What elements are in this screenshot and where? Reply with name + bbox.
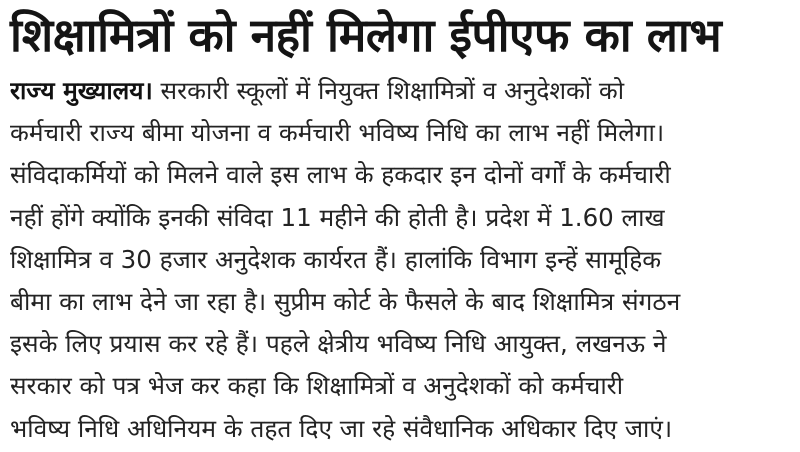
dateline: राज्य मुख्यालय। — [10, 76, 153, 105]
article-line: संविदाकर्मियों को मिलने वाले इस लाभ के हकदार इन दोनों वर्गों के कर्मचारी — [10, 160, 671, 190]
headline: शिक्षामित्रों को नहीं मिलेगा ईपीएफ का लाभ — [10, 8, 722, 62]
article-line: इसके लिए प्रयास कर रहे हैं। पहले क्षेत्रीय भविष्य निधि आयुक्त, लखनऊ ने — [10, 329, 667, 359]
article-line: सरकार को पत्र भेज कर कहा कि शिक्षामित्रों व अनुदेशकों को कर्मचारी — [10, 371, 624, 401]
article-line: कर्मचारी राज्य बीमा योजना व कर्मचारी भविष्य निधि का लाभ नहीं मिलेगा। — [10, 118, 665, 148]
article-line: बीमा का लाभ देने जा रहा है। सुप्रीम कोर्ट के फैसले के बाद शिक्षामित्र संगठन — [10, 286, 681, 316]
article-line: शिक्षामित्र व 30 हजार अनुदेशक कार्यरत हैं। हालांकि विभाग इन्हें सामूहिक — [10, 244, 662, 274]
article-body — [10, 70, 794, 450]
article-line: नहीं होंगे क्योंकि इनकी संविदा 11 महीने की होती है। प्रदेश में 1.60 लाख — [10, 202, 665, 232]
article-line: भविष्य निधि अधिनियम के तहत दिए जा रहे संवैधानिक अधिकार दिए जाएं। — [10, 413, 673, 443]
article-line-text: सरकारी स्कूलों में नियुक्त शिक्षामित्रों व अनुदेशकों को — [152, 76, 625, 105]
article-line — [10, 70, 794, 112]
